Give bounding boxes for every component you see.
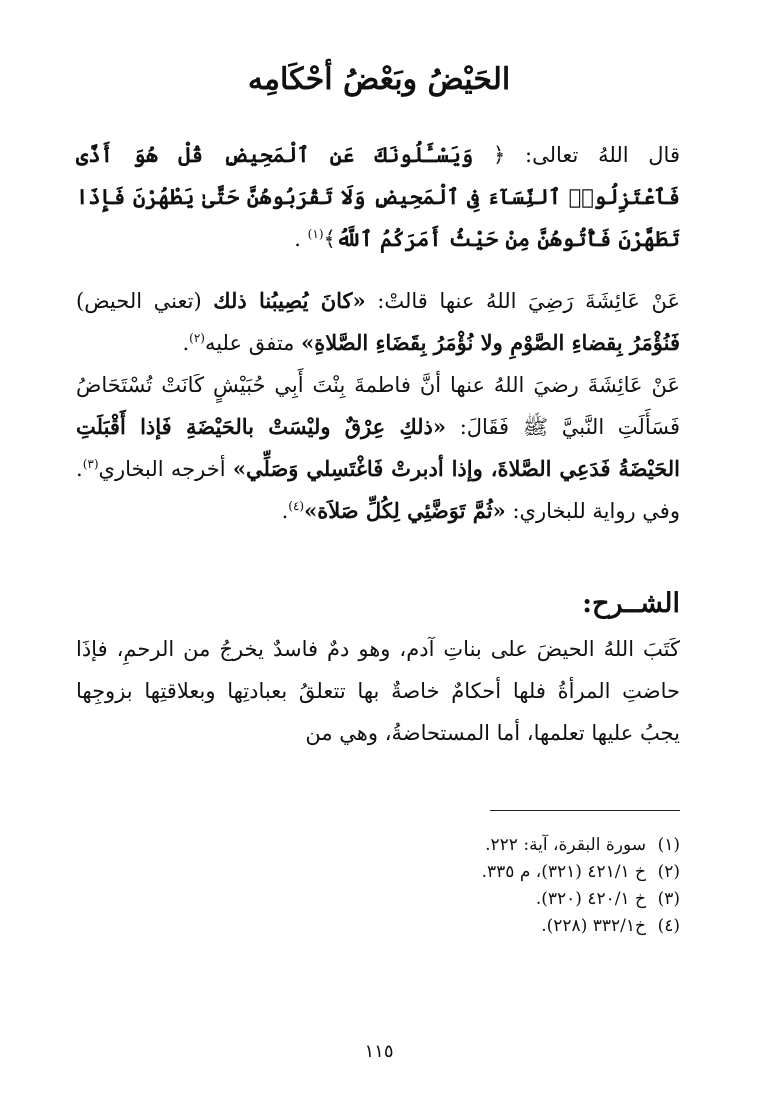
footnote-item — [76, 832, 680, 859]
hadith-2-end: . — [281, 499, 289, 523]
footnote-divider — [490, 810, 680, 811]
verse-close-bracket: ﴾ — [323, 227, 336, 251]
hadith-1-intro: عَنْ عَائِشَةَ رَضِيَ اللهُ عنها قالتْ: — [377, 289, 681, 313]
hadith-2-source: أخرجه البخاري — [98, 457, 226, 481]
footnote-ref-1: (١) — [307, 227, 324, 241]
hadith-2-quote-2: «ثُمَّ تَوَضَّئِي لِكُلِّ صَلاَة» — [304, 498, 506, 523]
hadith-2-paragraph — [76, 364, 680, 532]
footnote-number: (٤) — [657, 916, 680, 936]
footnote-number: (٣) — [657, 889, 680, 909]
footnote-text: سورة البقرة، آية: ٢٢٢. — [485, 835, 646, 855]
footnotes — [76, 832, 680, 940]
page-number: ١١٥ — [364, 1041, 394, 1062]
footnote-number: (٢) — [657, 862, 680, 882]
hadith-2-quote: «ذلكِ عِرْقٌ وليْسَتْ بالحَيْضَةِ فَإذا أَقْبَلَتِ الحَيْضَةُ فَدَعِي الصَّلاةَ، وإذا أدبرتْ فَاغْتَسِلي وَصَلِّي» — [76, 414, 681, 481]
verse-open-bracket: ﴿ — [492, 143, 506, 167]
footnote-ref-2: (٢) — [189, 331, 205, 345]
footnote-text: خ٣٣٢/١ (٢٢٨). — [541, 916, 646, 936]
footnote-text: خ ٤٢١/١ (٣٢١)، م ٣٣٥. — [481, 862, 646, 882]
verse-intro: قال اللهُ تعالى: — [525, 143, 680, 167]
hadith-1-explanation: (تعني الحيض) — [76, 289, 202, 313]
footnote-item — [76, 859, 680, 886]
hadith-1-end: . — [182, 331, 190, 355]
quran-verse: وَيَسْـَٔلُونَكَ عَنِ ٱلْمَحِيضِ قُلْ هُوَ أَذًى فَٱعْتَزِلُوا۟ ٱلنِّسَآءَ فِى ٱلْمَحِيضِ وَلَا تَقْرَبُوهُنَّ حَتَّىٰ يَطْهُرْنَ فَإِذَا تَطَهَّرْنَ فَأْتُوهُنَّ مِنْ حَيْثُ أَمَرَكُمُ ٱللَّهُ — [76, 142, 680, 251]
footnote-item — [76, 913, 680, 940]
footnote-ref-4: (٤) — [288, 499, 305, 513]
hadith-1-quote-rest: فَنُؤْمَرُ بِقضاءِ الصَّوْمِ ولا نُؤْمَرُ بِقَضَاءِ الصَّلاةِ» — [301, 330, 680, 355]
footnote-ref-3: (٣) — [82, 457, 99, 471]
hadith-1-source: متفق عليه — [204, 331, 295, 355]
hadith-2-connector: . وفي رواية للبخاري: — [76, 457, 680, 523]
hadith-1-paragraph — [76, 280, 680, 364]
explanation-heading: الشــرح: — [582, 588, 680, 619]
footnote-text: خ ٤٢٠/١ (٣٢٠). — [535, 889, 646, 909]
hadith-1-quote-start: «كانَ يُصِيبُنا ذلك — [213, 288, 366, 313]
hadith-2-intro: عَنْ عَائِشَةَ رضيَ اللهُ عنها أنَّ فاطمةَ بِنْتَ أَبِي حُبَيْشٍ كَانَتْ تُسْتَحَاضُ فَسَأَلَتِ النَّبيَّ ﷺ فَقَالَ: — [76, 373, 681, 439]
footnote-item — [76, 886, 680, 913]
verse-end: . — [294, 227, 301, 251]
verse-paragraph — [76, 134, 680, 260]
explanation-paragraph: كَتَبَ اللهُ الحيضَ على بناتِ آدم، وهو دمٌ فاسدٌ يخرجُ من الرحمِ، فإذَا حاضتِ المرأةُ فلها أحكامٌ خاصةٌ بها تتعلقُ بعبادتِها وبعلاقتِها بزوجِها يجبُ عليها تعلمها، أما المستحاضةُ، وهي من — [76, 637, 680, 745]
page-title: الحَيْضُ وبَعْضُ أحْكَامِه — [247, 62, 511, 97]
footnote-number: (١) — [657, 835, 680, 855]
